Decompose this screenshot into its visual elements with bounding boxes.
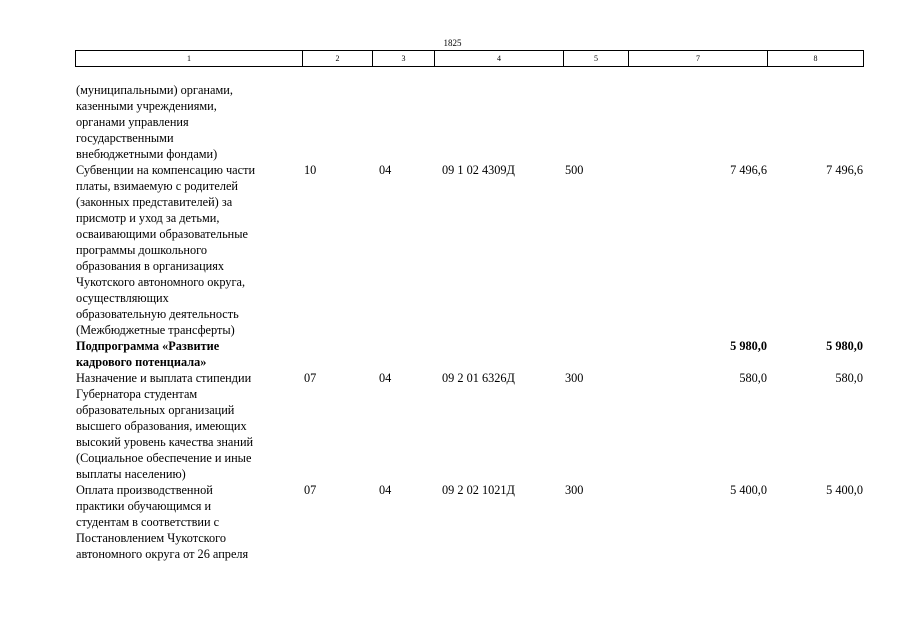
- column-number-header: [75, 50, 864, 67]
- row-amount-2: 7 496,6: [826, 163, 863, 177]
- row-name: [75, 482, 302, 562]
- row-name-line: кадрового потенциала»: [76, 355, 207, 369]
- header-col-7: 7: [629, 51, 768, 67]
- row-expense-type: [563, 82, 634, 162]
- row-name-line: казенными учреждениями,: [76, 99, 217, 113]
- row-name-line: (законных представителей) за: [76, 195, 233, 209]
- row-name-line: образовательную деятельность: [76, 307, 239, 321]
- row-name-line: высокий уровень качества знаний: [76, 435, 254, 449]
- row-name-line: Подпрограмма «Развитие: [76, 339, 220, 353]
- table-row: [75, 82, 863, 162]
- row-target-article: [440, 338, 563, 370]
- row-subsection-code: 04: [379, 483, 392, 497]
- table-row: [75, 370, 863, 482]
- table-row: [75, 338, 863, 370]
- row-name: [75, 370, 302, 482]
- row-name-line: присмотр и уход за детьми,: [76, 211, 220, 225]
- row-name-line: программы дошкольного: [76, 243, 207, 257]
- row-name-line: Субвенции на компенсацию части: [76, 163, 256, 177]
- header-col-1: 1: [76, 51, 303, 67]
- row-amount-1: 580,0: [739, 371, 767, 385]
- row-amount-2: 580,0: [835, 371, 863, 385]
- row-target-article: 09 2 02 1021Д: [442, 483, 515, 497]
- row-name-line: автономного округа от 26 апреля: [76, 547, 249, 561]
- row-expense-type: 300: [565, 371, 584, 385]
- row-name-line: (Социальное обеспечение и иные: [76, 451, 252, 465]
- budget-table-body: [75, 82, 863, 562]
- row-section-code: 10: [304, 163, 317, 177]
- row-name-line: осваивающими образовательные: [76, 227, 248, 241]
- row-name-line: Постановлением Чукотского: [76, 531, 227, 545]
- table-row: [75, 482, 863, 562]
- row-amount-1: [634, 82, 767, 162]
- row-name-line: органами управления: [76, 115, 189, 129]
- row-section-code: 07: [304, 483, 317, 497]
- row-name: [75, 82, 302, 162]
- row-amount-1: 5 400,0: [730, 483, 767, 497]
- row-name-line: студентам в соответствии с: [76, 515, 220, 529]
- header-col-5: 5: [564, 51, 629, 67]
- row-name-line: Назначение и выплата стипендии: [76, 371, 252, 385]
- row-amount-2: [767, 82, 863, 162]
- header-col-8: 8: [768, 51, 864, 67]
- row-section-code: [302, 82, 378, 162]
- row-name-line: образовательных организаций: [76, 403, 235, 417]
- row-subsection-code: 04: [379, 163, 392, 177]
- row-name-line: (Межбюджетные трансферты): [76, 323, 235, 337]
- row-target-article: 09 1 02 4309Д: [442, 163, 515, 177]
- header-col-4: 4: [435, 51, 564, 67]
- row-name-line: Чукотского автономного округа,: [76, 275, 246, 289]
- row-name-line: выплаты населению): [76, 467, 186, 481]
- row-name-line: Губернатора студентам: [76, 387, 198, 401]
- page-number: 1825: [443, 38, 462, 48]
- header-col-2: 2: [303, 51, 373, 67]
- row-target-article: [440, 82, 563, 162]
- header-col-3: 3: [373, 51, 435, 67]
- row-name-line: практики обучающимся и: [76, 499, 212, 513]
- row-name: [75, 338, 302, 370]
- row-amount-2: 5 400,0: [826, 483, 863, 497]
- row-name-line: осуществляющих: [76, 291, 169, 305]
- row-name-line: (муниципальными) органами,: [76, 83, 233, 97]
- row-name-line: внебюджетными фондами): [76, 147, 218, 161]
- row-name-line: государственными: [76, 131, 174, 145]
- row-subsection-code: [378, 82, 440, 162]
- row-expense-type: [563, 338, 634, 370]
- row-expense-type: 300: [565, 483, 584, 497]
- row-amount-1: 7 496,6: [730, 163, 767, 177]
- row-expense-type: 500: [565, 163, 584, 177]
- row-amount-1: 5 980,0: [730, 339, 767, 353]
- table-row: [75, 162, 863, 338]
- row-name-line: Оплата производственной: [76, 483, 213, 497]
- row-name-line: высшего образования, имеющих: [76, 419, 247, 433]
- row-subsection-code: [378, 338, 440, 370]
- row-amount-2: 5 980,0: [826, 339, 863, 353]
- row-target-article: 09 2 01 6326Д: [442, 371, 515, 385]
- row-section-code: [302, 338, 378, 370]
- row-subsection-code: 04: [379, 371, 392, 385]
- row-name-line: образования в организациях: [76, 259, 225, 273]
- row-name: [75, 162, 302, 338]
- row-name-line: платы, взимаемую с родителей: [76, 179, 239, 193]
- row-section-code: 07: [304, 371, 317, 385]
